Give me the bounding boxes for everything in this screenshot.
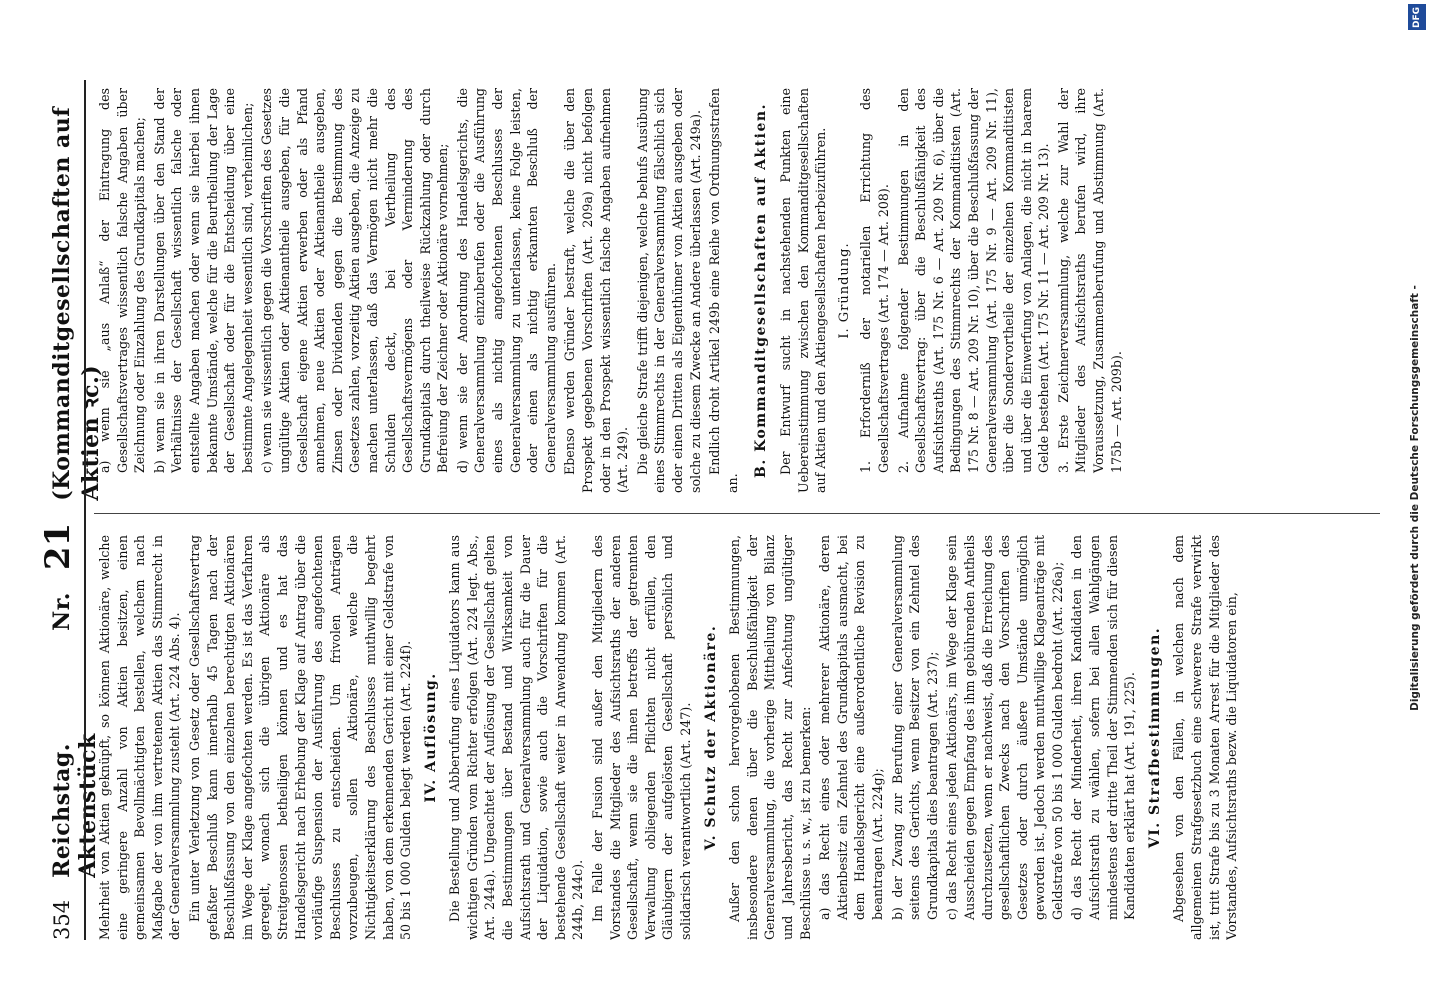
running-title: Reichstag. Aktenstück xyxy=(49,733,101,878)
header-rule xyxy=(84,80,86,940)
list-item: a) das Recht eines oder mehrerer Aktionäre, deren Aktienbesitz ein Zehntel des Grundkapitals ausmacht, bei dem Handelsgericht eine außerordentliche Revision zu beantragen (Art. 224g); xyxy=(817,535,885,920)
list-item: c) das Recht eines jeden Aktionärs, im Wege der Klage sein Ausscheiden gegen Empfang des ihm gebührenden Antheils durchzusetzen, wenn er nachweist, daß die Erreichung des gesellschaftlichen Zwecks nach den Vorschriften des Gesetzes oder durch äußere Umstände unmöglich geworden ist. Jedoch werden muthwillige Klageanträge mit Geldstrafe von 50 bis 1 000 Gulden bedroht (Art. 226a); xyxy=(944,535,1065,920)
section-heading: B. Kommanditgesellschaften auf Aktien. xyxy=(753,103,770,478)
list-item: 1. Erforderniß der notariellen Errichtung des Gesellschaftsvertrages (Art. 174 — Art. 208). xyxy=(858,88,891,473)
paragraph: Abgesehen von den Fällen, in welchen nach dem allgemeinen Strafgesetzbuch eine schwerere Strafe verwirkt ist, tritt Strafe bis zu 3 Monaten Arrest für die Mitglieder des Vorstandes, Aufsichtsraths bezw. die Liquidatoren ein, xyxy=(1171,535,1240,940)
paragraph: Die gleiche Strafe trifft diejenigen, welche behufs Ausübung eines Stimmrechts in der Generalversammlung fälschlich sich oder einen Dritten als Eigenthümer von Aktien ausgeben oder solche zu diesem Zwecke an Andere überlassen (Art. 249a). xyxy=(634,88,703,493)
paragraph: Ein unter Verletzung von Gesetz oder Gesellschaftsvertrag gefaßter Beschluß kann innerhalb 45 Tagen nach der Beschlußfassung von den einzelnen berechtigten Aktionären im Wege der Klage angefochten werden. Es ist das Verfahren geregelt, wonach sich die übrigen Aktionäre als Streitgenossen betheiligen können und es hat das Handelsgericht nach Erhebung der Klage auf Antrag über die vorläufige Suspension der Ausführung des angefochtenen Beschlusses zu entscheiden. Um frivolen Anträgen vorzubeugen, sollen Aktionäre, welche die Nichtigkeitserklärung des Beschlusses muthwillig begehrt haben, von dem erkennenden Gericht mit einer Geldstrafe von 50 bis 1 000 Gulden belegt werden (Art. 224f). xyxy=(186,535,414,940)
running-subtitle: (Kommanditgesellschaften auf Aktien ꝛc.) xyxy=(49,106,104,501)
digitization-credit xyxy=(1404,14,1426,986)
list-item: 2. Aufnahme folgender Bestimmungen in den Gesellschaftsvertrag: über die Beschlußfähigkeit des Aufsichtsraths (Art. 175 Nr. 6 — Art. 209 Nr. 6), über die Bedingungen des Stimmrechts der Kommanditisten (Art. 175 Nr. 8 — Art. 209 Nr. 10), über die Beschlußfassung der Generalversammlung (Art. 175 Nr. 9 — Art. 209 Nr. 11), über die Sondervortheile der einzelnen Kommanditisten und über die Einwerfung von Anlagen, die nicht in baarem Gelde bestehen (Art. 175 Nr. 11 — Art. 209 Nr. 13). xyxy=(895,88,1052,473)
paragraph: Mehrheit von Aktien geknüpft, so können Aktionäre, welche eine geringere Anzahl von Aktien besitzen, einen gemeinsamen Bevollmächtigten bestellen, welchem nach Maßgabe der von ihm vertretenen Aktien das Stimmrecht in der Generalversammlung zusteht (Art. 224 Abs. 4). xyxy=(97,535,183,940)
credit-text: Digitalisierung gefördert durch die Deutsche Forschungsgemeinschaft - xyxy=(1409,285,1421,711)
list-item: d) wenn sie der Anordnung des Handelsgerichts, die Generalversammlung einzuberufen oder die Ausführung eines als nichtig angefochtenen Beschlusses der Generalversammlung zu unterlassen, keine Folge leisten, oder einen als nichtig erkannten Beschluß der Generalversammlung ausführen. xyxy=(454,88,558,473)
page-header xyxy=(38,80,104,940)
list-item: b) wenn sie in ihren Darstellungen über den Stand der Verhältnisse der Gesellschaft wissentlich falsche oder entstellte Angaben machen oder wenn sie hierbei ihnen bekannte Umstände, welche für die Beurtheilung der Lage der Gesellschaft oder für die Entscheidung über eine bestimmte Angelegenheit wesentlich sind, verheimlichen; xyxy=(151,88,255,473)
number-label: Nr. xyxy=(49,592,75,631)
column-divider xyxy=(94,513,1380,514)
right-column xyxy=(96,88,1386,493)
paragraph: Im Falle der Fusion sind außer den Mitgliedern des Vorstandes die Mitglieder des Aufsichtsraths der anderen Gesellschaft, wenn sie die ihnen betreffs der getrennten Verwaltung obliegenden Pflichten nicht erfüllen, den Gläubigern der aufgelösten Gesellschaft persönlich und solidarisch verantwortlich (Art. 247). xyxy=(590,535,693,940)
list-item: 3. Erste Zeichnerversammlung, welche zur Wahl der Mitglieder des Aufsichtsraths berufen wird, ihre Voraussetzung, Zusammenberufung und Abstimmung (Art. 175b — Art. 209b). xyxy=(1055,88,1124,473)
section-heading: V. Schutz der Aktionäre. xyxy=(702,624,719,851)
list-item: c) wenn sie wissentlich gegen die Vorschriften des Gesetzes ungültige Aktien oder Aktienantheile ausgeben, für die Gesellschaft eigene Aktien erwerben oder als Pfand annehmen, neue Aktien oder Aktienantheile ausgeben, Zinsen oder Dividenden gegen die Bestimmung des Gesetzes zahlen, vorzeitig Aktien ausgeben, die Anzeige zu machen unterlassen, daß das Vermögen nicht mehr die Schulden deckt, bei Vertheilung des Gesellschaftsvermögens oder Verminderung des Grundkapitals durch theilweise Rückzahlung oder durch Befreiung der Zeichner oder Aktionäre vornehmen; xyxy=(259,88,451,473)
paragraph: Die Bestellung und Abberufung eines Liquidators kann aus wichtigen Gründen vom Richter erfolgen (Art. 224 legt. Abs., Art. 244a). Ungeachtet der Auflösung der Gesellschaft gelten die Bestimmungen über Bestand und Wirksamkeit von Aufsichtsrath und Generalversammlung auch für die Dauer der Liquidation, sowie auch die Vorschriften für die bestehende Gesellschaft weiter in Anwendung kommen (Art. 244b, 244c). xyxy=(447,535,586,940)
left-column xyxy=(96,535,1386,940)
section-heading: VI. Strafbestimmungen. xyxy=(1146,626,1163,849)
section-heading: IV. Auflösung. xyxy=(422,672,439,803)
list-item: d) das Recht der Minderheit, ihren Kandidaten in den Aufsichtsrath zu wählen, sofern bei allen Wahlgängen mindestens der dritte Theil der Stimmenden sich für diesen Kandidaten erklärt hat (Art. 191, 225). xyxy=(1069,535,1138,920)
page-number: 354 xyxy=(50,899,74,940)
paragraph: Außer den schon hervorgehobenen Bestimmungen, insbesondere denen über die Beschlußfähigkeit der Generalversammlung, die vorherige Mittheilung von Bilanz und Jahresbericht, das Recht zur Anfechtung ungültiger Beschlüsse u. s. w., ist zu bemerken: xyxy=(727,535,813,940)
dfg-logo: DFG xyxy=(1408,4,1426,30)
list-item: a) wenn sie „aus Anlaß“ der Eintragung des Gesellschaftsvertrages wissentlich falsche Angaben über Zeichnung oder Einzahlung des Grundkapitals machen; xyxy=(97,88,148,473)
list-item: b) der Zwang zur Berufung einer Generalversammlung seitens des Gerichts, wenn Besitzer von ein Zehntel des Grundkapitals dies beantragen (Art. 237); xyxy=(889,535,940,920)
document-number: 21 xyxy=(38,522,78,571)
paragraph: Der Entwurf sucht in nachstehenden Punkten eine Uebereinstimmung zwischen den Kommanditgesellschaften auf Aktien und den Aktiengesellschaften herbeizuführen. xyxy=(777,88,829,493)
document-page xyxy=(16,20,1416,980)
paragraph: Ebenso werden Gründer bestraft, welche die über den Prospekt gegebenen Vorschriften (Art. 209a) nicht befolgen oder in den Prospekt wissentlich falsche Angaben aufnehmen (Art. 249). xyxy=(562,88,631,493)
paragraph: Endlich droht Artikel 249b eine Reihe von Ordnungsstrafen an. xyxy=(707,88,740,493)
subsection-heading: I. Gründung. xyxy=(836,242,852,339)
